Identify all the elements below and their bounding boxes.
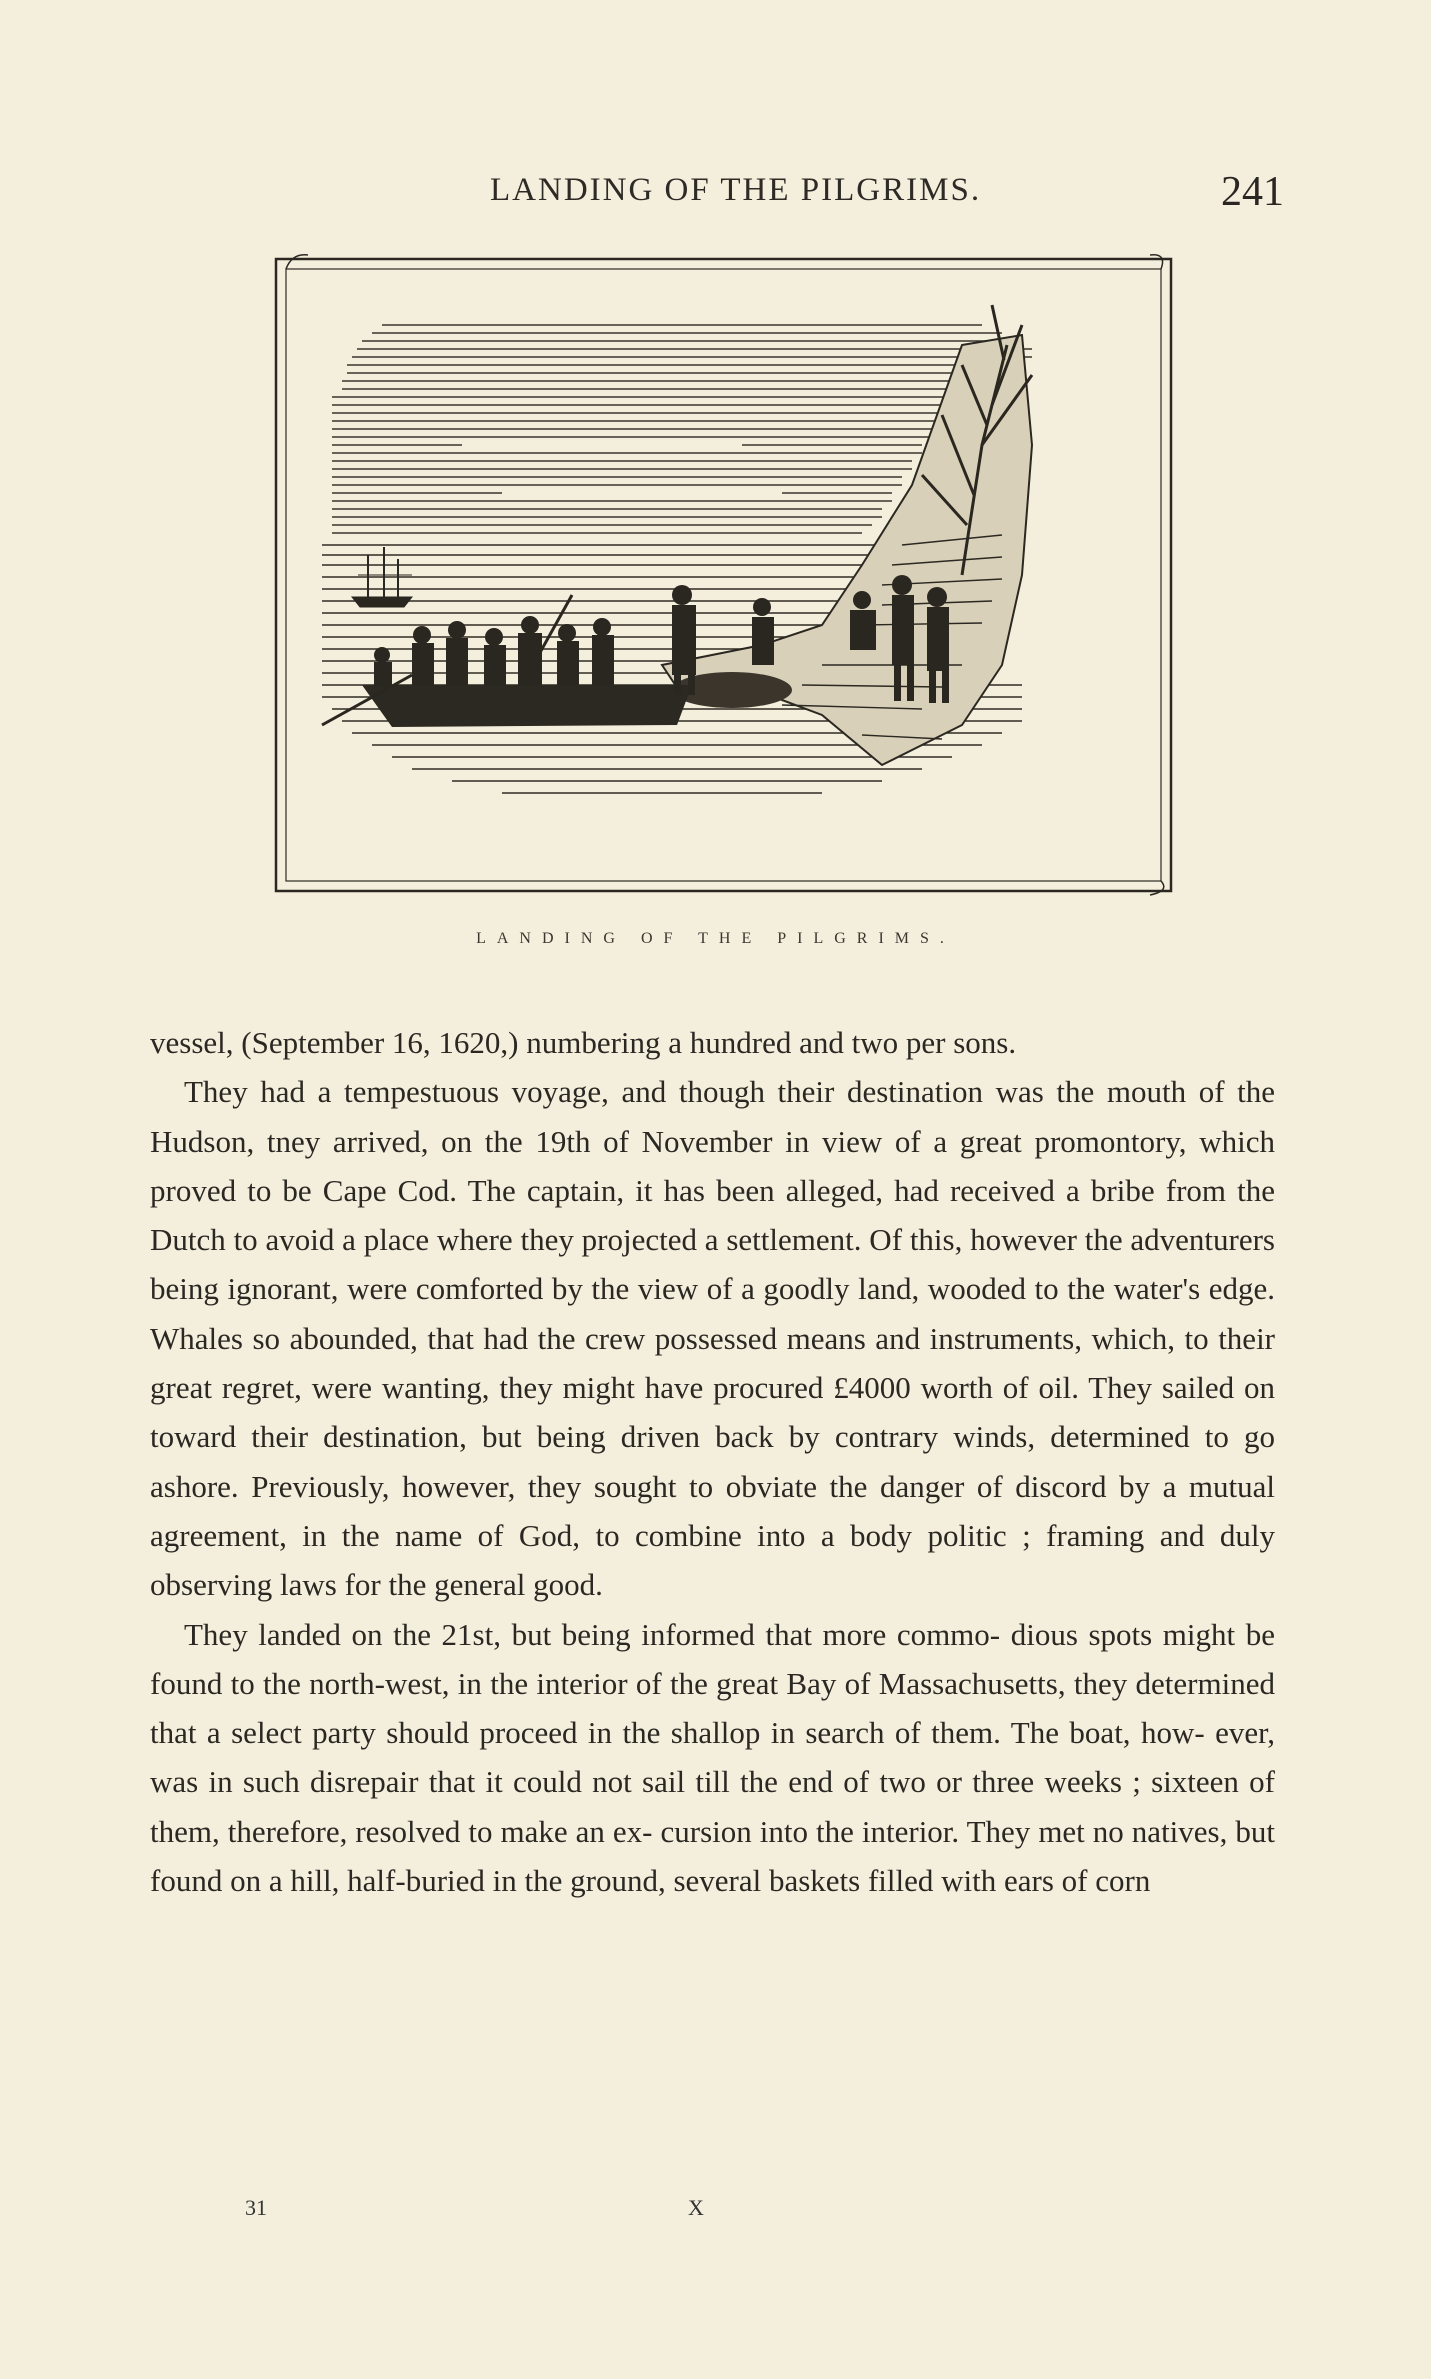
- engraving-plate: [262, 245, 1182, 905]
- running-head: [150, 168, 1290, 218]
- signature-letter: X: [688, 2195, 704, 2220]
- paragraph: They had a tempestuous voyage, and though their destination was the mouth of the Hudson, tney arrived, on the 19th of November in view of a great promontory, which proved to be Cape Cod. The captain, it has been alleged, had received a bribe from the Dutch to avoid a place where they projected a settlement. Of this, however the adventurers being ignorant, were comforted by the view of a goodly land, wooded to the water's edge. Whales so abounded, that had the crew possessed means and instruments, which, to their great regret, were wanting, they might have procured £4000 worth of oil. They sailed on toward their destination, but being driven back by contrary winds, determined to go ashore. Previously, however, they sought to obviate the danger of discord by a mutual agreement, in the name of God, to combine into a body politic ; framing and duly observing laws for the general good.: [150, 1074, 1275, 1603]
- page-number: 241: [1221, 169, 1284, 215]
- running-title: LANDING OF THE PILGRIMS.: [490, 172, 982, 208]
- signature-mark: 31: [245, 2195, 267, 2220]
- illustration-caption: LANDING OF THE PILGRIMS.: [476, 930, 955, 947]
- paragraph-continuation: vessel, (September 16, 1620,) numbering a hundred and two per sons.: [150, 1025, 1017, 1060]
- landing-engraving-image: [262, 245, 1182, 905]
- body-text: [150, 1018, 1275, 1905]
- paragraph: They landed on the 21st, but being informed that more commo- dious spots might be found to the north-west, in the interior of the great Bay of Massachusetts, they determined that a select party should proceed in the shallop in search of them. The boat, how- ever, was in such disrepair that it could not sail till the end of two or three weeks ; sixteen of them, therefore, resolved to make an ex- cursion into the interior. They met no natives, but found on a hill, half-buried in the ground, several baskets filled with ears of corn: [150, 1616, 1275, 1899]
